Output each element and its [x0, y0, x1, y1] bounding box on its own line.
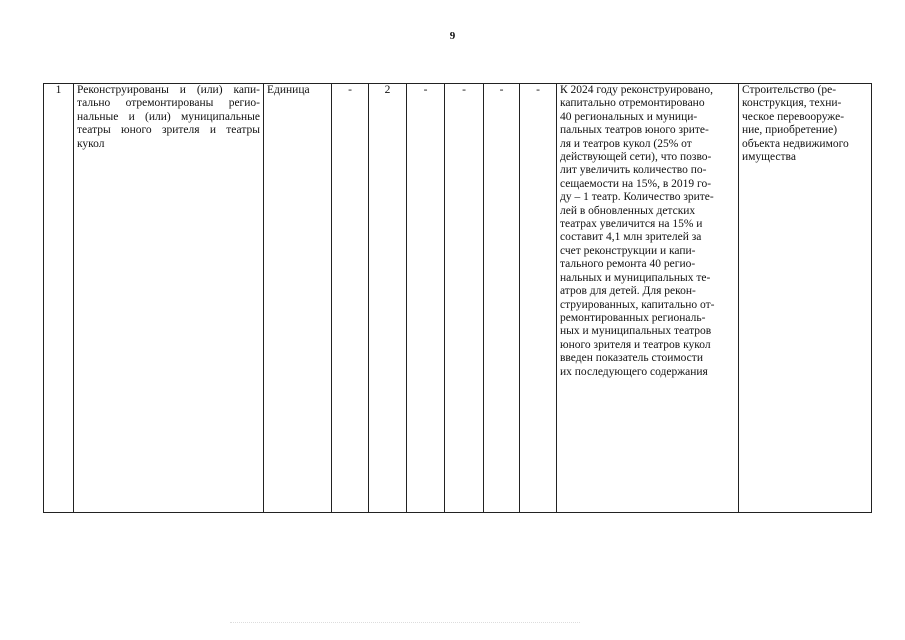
table-row — [44, 84, 872, 513]
description-line: тального ремонта 40 регио- — [560, 258, 696, 271]
description-line: сещаемости на 15%, в 2019 го- — [560, 177, 712, 190]
project-type-line: конструкция, техни- — [742, 97, 842, 110]
row-number-cell: 1 — [44, 84, 74, 513]
description-line: 40 региональных и муници- — [560, 110, 698, 123]
description-line: составит 4,1 млн зрителей за — [560, 231, 702, 244]
description-line: лит увеличить количество по- — [560, 164, 707, 177]
indicator-name-line: кукол — [77, 137, 105, 150]
page-number: 9 — [449, 30, 456, 42]
project-type-line: имущества — [742, 151, 796, 164]
description-line: лей в обновленных детских — [560, 204, 696, 217]
project-type-line: объекта недвижимого — [742, 137, 849, 150]
description-line: их последующего содержания — [560, 365, 708, 378]
indicator-table — [43, 83, 872, 513]
description-line: капитально отремонтировано — [560, 97, 705, 110]
indicator-name-line: нальные и (или) муниципальные — [77, 110, 260, 123]
value-cell: - — [484, 84, 520, 513]
description-line: действующей сети), что позво- — [560, 151, 712, 164]
description-line: введен показатель стоимости — [560, 352, 703, 365]
indicator-name-line: Реконструированы и (или) капи- — [77, 84, 260, 96]
description-line: струированных, капитально от- — [560, 298, 715, 311]
unit-cell: Единица — [264, 84, 332, 513]
description-line: театрах увеличится на 15% и — [560, 218, 703, 231]
description-line: атров для детей. Для рекон- — [560, 285, 696, 298]
value-cell: - — [445, 84, 484, 513]
description-line: ля и театров кукол (25% от — [560, 137, 692, 150]
description-line: счет реконструкции и капи- — [560, 244, 696, 257]
project-type-line: ние, приобретение) — [742, 124, 838, 137]
scan-artifact — [230, 612, 580, 623]
description-cell — [557, 84, 739, 513]
value-cell: - — [520, 84, 557, 513]
description-line: К 2024 году реконструировано, — [560, 84, 713, 96]
value-cell: - — [332, 84, 369, 513]
project-type-line: Строительство (ре- — [742, 84, 837, 96]
value-cell: - — [407, 84, 445, 513]
indicator-name-line: тально отремонтированы регио- — [77, 97, 260, 110]
description-line: ных и муниципальных театров — [560, 325, 712, 338]
description-line: ду – 1 театр. Количество зрите- — [560, 191, 714, 204]
indicator-name-cell — [74, 84, 264, 513]
project-type-cell — [739, 84, 872, 513]
description-line: нальных и муниципальных те- — [560, 271, 711, 284]
description-line: юного зрителя и театров кукол — [560, 338, 711, 351]
indicator-name-line: театры юного зрителя и театры — [77, 124, 260, 137]
description-line: пальных театров юного зрите- — [560, 124, 709, 137]
description-line: ремонтированных региональ- — [560, 311, 706, 324]
value-cell: 2 — [369, 84, 407, 513]
project-type-line: ческое перевооруже- — [742, 110, 845, 123]
